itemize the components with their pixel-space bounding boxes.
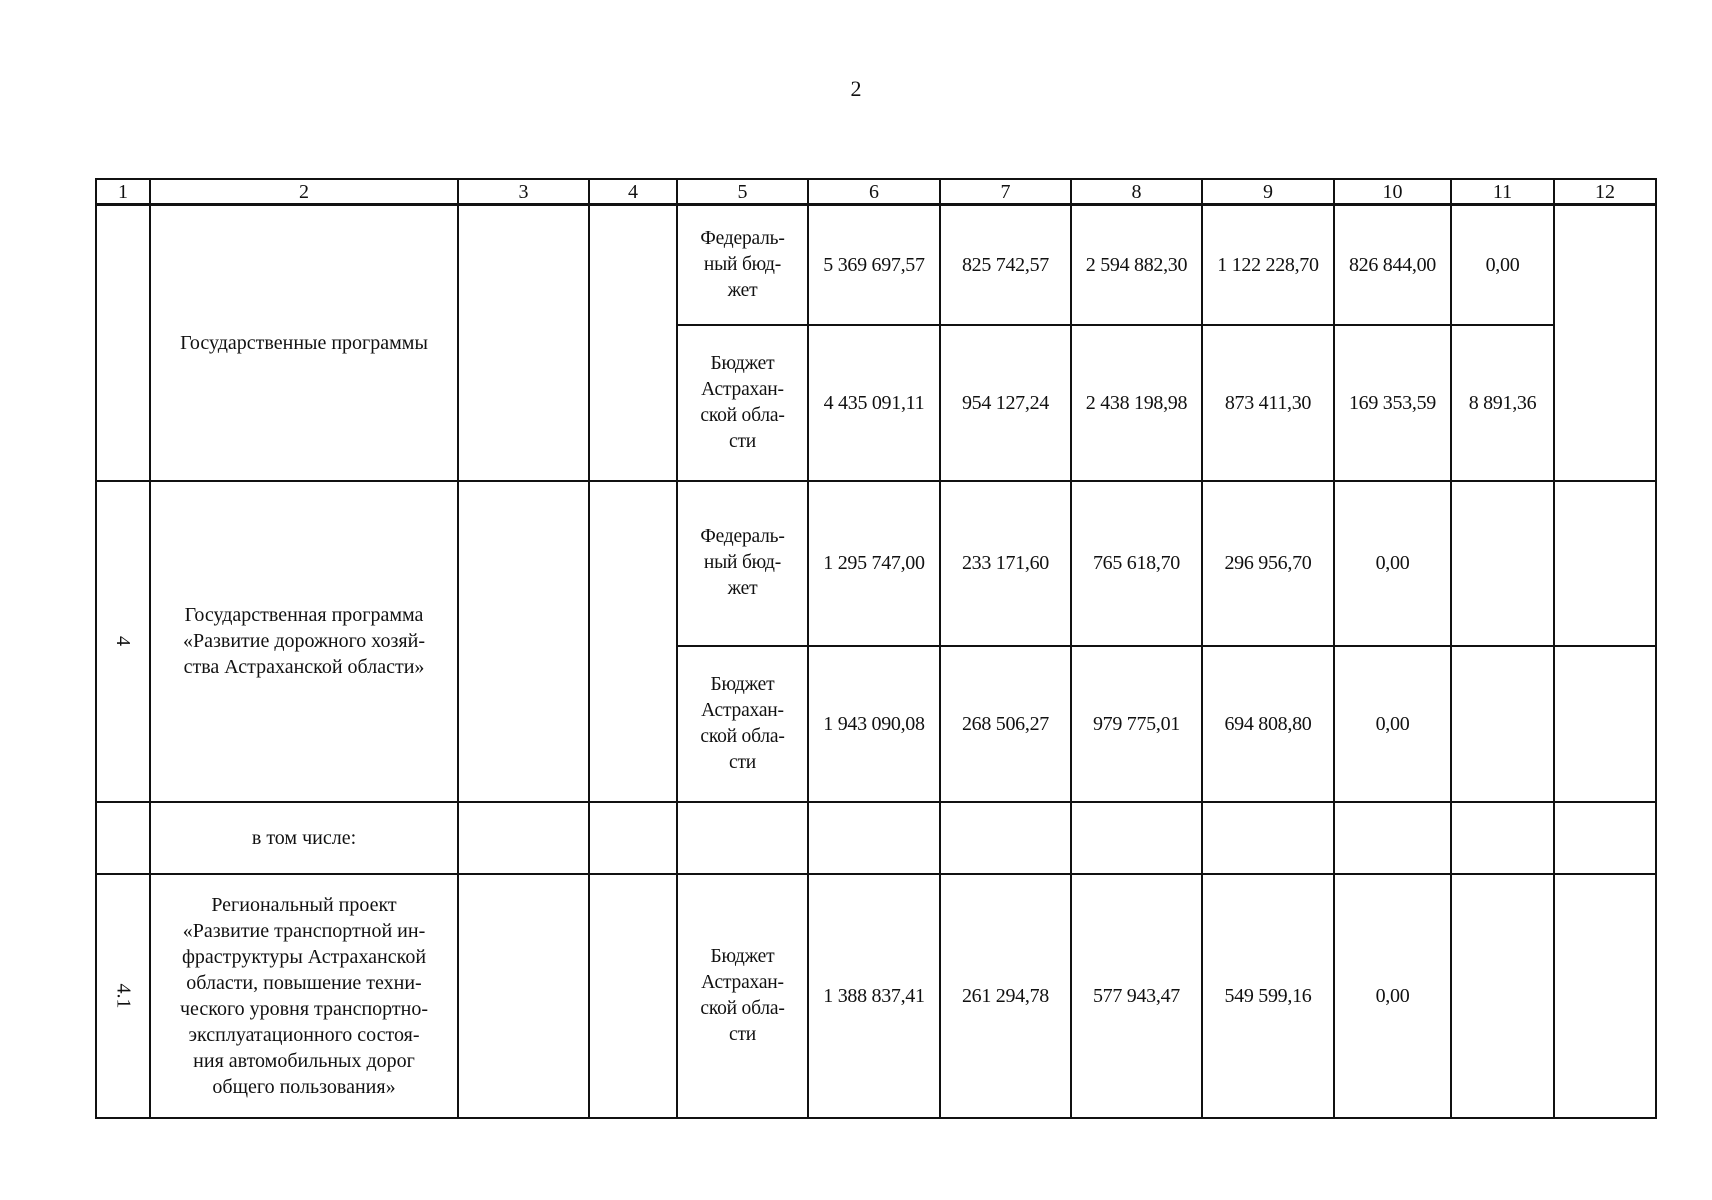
empty-cell	[1451, 481, 1554, 646]
table-row	[96, 481, 1656, 646]
empty-cell	[458, 802, 589, 874]
col-header: 6	[808, 179, 940, 205]
amount-cell: 233 171,60	[940, 481, 1071, 646]
amount-cell: 0,00	[1334, 874, 1451, 1118]
col-header: 9	[1202, 179, 1334, 205]
row-number-cell	[96, 481, 150, 802]
empty-cell	[589, 481, 677, 802]
amount-cell: 825 742,57	[940, 205, 1071, 325]
amount-cell: 169 353,59	[1334, 325, 1451, 481]
budget-table	[95, 178, 1657, 1119]
empty-cell	[1071, 802, 1202, 874]
col-header: 5	[677, 179, 808, 205]
amount-cell: 0,00	[1334, 481, 1451, 646]
row-number: 4.1	[112, 983, 134, 1008]
funding-source: Бюджет Астрахан- ской обла- сти	[677, 874, 808, 1118]
empty-cell	[589, 802, 677, 874]
col-header: 10	[1334, 179, 1451, 205]
program-name: Государственные программы	[150, 205, 458, 481]
col-header: 2	[150, 179, 458, 205]
row-number-cell	[96, 205, 150, 481]
row-number: 4	[112, 636, 134, 646]
col-header: 11	[1451, 179, 1554, 205]
col-header: 7	[940, 179, 1071, 205]
amount-cell: 979 775,01	[1071, 646, 1202, 802]
header-row	[96, 179, 1656, 205]
amount-cell: 4 435 091,11	[808, 325, 940, 481]
empty-cell	[1554, 205, 1656, 481]
col-header: 8	[1071, 179, 1202, 205]
program-name: Государственная программа «Развитие дорожного хозяй- ства Астраханской области»	[150, 481, 458, 802]
amount-cell: 0,00	[1451, 205, 1554, 325]
program-name: Региональный проект «Развитие транспортной ин- фраструктуры Астраханской области, повышение техни- ческого уровня транспортно- эксплуатационного состоя- ния автомобильных дорог общего пользования»	[150, 874, 458, 1118]
empty-cell	[1554, 874, 1656, 1118]
amount-cell: 765 618,70	[1071, 481, 1202, 646]
amount-cell: 694 808,80	[1202, 646, 1334, 802]
table-row	[96, 205, 1656, 325]
amount-cell: 577 943,47	[1071, 874, 1202, 1118]
empty-cell	[940, 802, 1071, 874]
amount-cell: 2 594 882,30	[1071, 205, 1202, 325]
amount-cell: 1 943 090,08	[808, 646, 940, 802]
empty-cell	[589, 874, 677, 1118]
funding-source: Бюджет Астрахан- ской обла- сти	[677, 325, 808, 481]
empty-cell	[677, 802, 808, 874]
amount-cell: 0,00	[1334, 646, 1451, 802]
amount-cell: 2 438 198,98	[1071, 325, 1202, 481]
empty-cell	[808, 802, 940, 874]
table-row	[96, 802, 1656, 874]
row-number-cell	[96, 802, 150, 874]
including-label: в том числе:	[150, 802, 458, 874]
empty-cell	[1451, 874, 1554, 1118]
amount-cell: 954 127,24	[940, 325, 1071, 481]
amount-cell: 826 844,00	[1334, 205, 1451, 325]
amount-cell: 1 122 228,70	[1202, 205, 1334, 325]
amount-cell: 873 411,30	[1202, 325, 1334, 481]
row-number-cell	[96, 874, 150, 1118]
col-header: 4	[589, 179, 677, 205]
empty-cell	[1334, 802, 1451, 874]
amount-cell: 268 506,27	[940, 646, 1071, 802]
funding-source: Федераль- ный бюд- жет	[677, 481, 808, 646]
amount-cell: 8 891,36	[1451, 325, 1554, 481]
empty-cell	[458, 874, 589, 1118]
amount-cell: 1 388 837,41	[808, 874, 940, 1118]
amount-cell: 549 599,16	[1202, 874, 1334, 1118]
empty-cell	[589, 205, 677, 481]
empty-cell	[1202, 802, 1334, 874]
col-header: 1	[96, 179, 150, 205]
funding-source: Федераль- ный бюд- жет	[677, 205, 808, 325]
empty-cell	[1554, 802, 1656, 874]
empty-cell	[458, 481, 589, 802]
amount-cell: 1 295 747,00	[808, 481, 940, 646]
col-header: 3	[458, 179, 589, 205]
empty-cell	[1554, 481, 1656, 646]
page-number: 2	[850, 76, 862, 101]
empty-cell	[458, 205, 589, 481]
empty-cell	[1451, 646, 1554, 802]
empty-cell	[1554, 646, 1656, 802]
amount-cell: 296 956,70	[1202, 481, 1334, 646]
funding-source: Бюджет Астрахан- ской обла- сти	[677, 646, 808, 802]
col-header: 12	[1554, 179, 1656, 205]
empty-cell	[1451, 802, 1554, 874]
table-row	[96, 874, 1656, 1118]
amount-cell: 261 294,78	[940, 874, 1071, 1118]
amount-cell: 5 369 697,57	[808, 205, 940, 325]
